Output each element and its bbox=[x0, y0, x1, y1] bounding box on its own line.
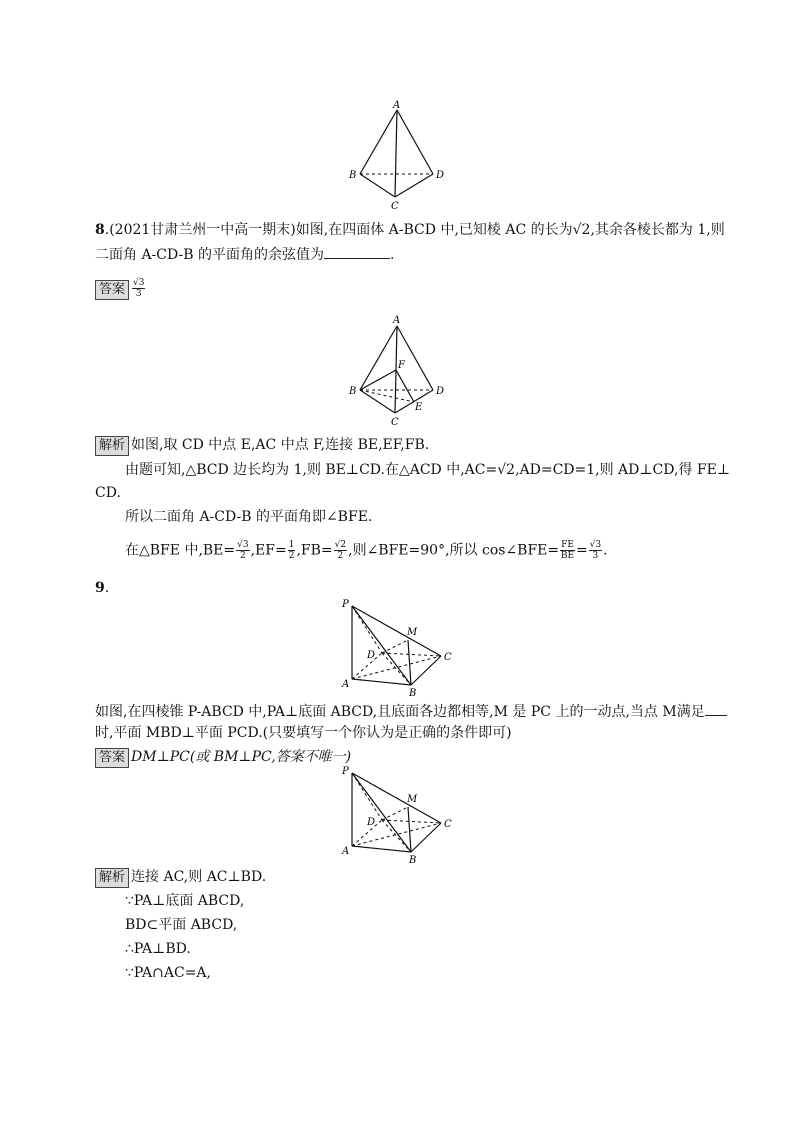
q8-answer-tag: 答案 bbox=[95, 280, 129, 300]
tetrahedron-figure-ef bbox=[340, 312, 460, 432]
fig4-label-a: A bbox=[342, 846, 350, 857]
q8-analysis-line4: 所以二面角 A-CD-B 的平面角即∠BFE. bbox=[125, 509, 373, 525]
q9-analysis-line3: BD⊂平面 ABCD, bbox=[125, 917, 238, 933]
q9-analysis-line4: ∴PA⊥BD. bbox=[125, 941, 191, 957]
frac-cos-num: FE bbox=[561, 540, 574, 550]
q8-analysis-row4 bbox=[125, 507, 735, 527]
q9-line2 bbox=[95, 723, 705, 743]
q8-answer-den: 3 bbox=[135, 289, 142, 299]
fig4-label-b: B bbox=[409, 855, 417, 866]
q8-analysis-line5-b: ,EF= bbox=[250, 542, 287, 559]
q9-analysis-line5: ∵PA∩AC=A, bbox=[125, 965, 211, 981]
q8-line2 bbox=[95, 244, 705, 265]
frac-cos bbox=[560, 540, 575, 561]
q8-line1 bbox=[95, 220, 725, 240]
fig3-label-c: C bbox=[444, 652, 452, 663]
frac-be-num: √3 bbox=[237, 540, 249, 550]
fig1-label-d: D bbox=[436, 170, 445, 181]
fig4-label-c: C bbox=[444, 819, 452, 830]
q8-analysis-line5-e: = bbox=[575, 542, 588, 559]
q8-answer-blank bbox=[324, 244, 390, 259]
fig1-label-a: A bbox=[393, 100, 401, 111]
q8-analysis-line5-a: 在△BFE 中,BE= bbox=[125, 542, 236, 559]
q8-analysis-line5-d: ,则∠BFE=90°,所以 cos∠BFE= bbox=[348, 542, 560, 559]
q9-line1 bbox=[95, 701, 705, 722]
frac-result-num: √3 bbox=[589, 540, 602, 550]
fig2-label-a: A bbox=[393, 315, 401, 326]
frac-be bbox=[236, 540, 249, 561]
fig2-label-c: C bbox=[391, 417, 399, 428]
fig2-label-d: D bbox=[436, 386, 445, 397]
q9-answer-blank bbox=[705, 701, 727, 716]
pyramid-svg bbox=[338, 595, 463, 700]
q8-analysis-line2: 由题可知,△BCD 边长均为 1,则 BE⊥CD.在△ACD 中,AC=√2,AD=CD=1,则 AD⊥CD,得 FE⊥ bbox=[125, 462, 730, 478]
q9-analysis-row1 bbox=[95, 867, 705, 888]
fig1-label-b: B bbox=[349, 170, 357, 181]
q8-analysis-tag: 解析 bbox=[95, 436, 129, 456]
fig2-label-b: B bbox=[349, 386, 357, 397]
q9-analysis-row3 bbox=[125, 915, 735, 935]
fig1-label-c: C bbox=[391, 201, 399, 212]
fig4-label-p: P bbox=[342, 766, 349, 777]
frac-ef-num: 1 bbox=[288, 540, 295, 550]
q8-analysis-line3: CD. bbox=[95, 485, 121, 501]
pyramid-answer-svg bbox=[338, 762, 463, 867]
q8-analysis-row5 bbox=[125, 540, 735, 561]
q8-analysis-line5-c: ,FB= bbox=[296, 542, 333, 559]
q9-answer-text: DM⊥PC(或 BM⊥PC,答案不唯一) bbox=[131, 749, 352, 765]
q9-analysis-tag: 解析 bbox=[95, 868, 129, 888]
q8-text-line2: 二面角 A-CD-B 的平面角的余弦值为 bbox=[95, 247, 324, 263]
q9-text-line1: 如图,在四棱锥 P-ABCD 中,PA⊥底面 ABCD,且底面各边都相等,M 是 PC 上的一动点,当点 M满足 bbox=[95, 704, 705, 720]
frac-result bbox=[589, 540, 602, 561]
frac-cos-den: BE bbox=[560, 551, 575, 561]
frac-be-den: 2 bbox=[240, 551, 246, 561]
frac-fb bbox=[334, 540, 347, 561]
q9-number-suffix: . bbox=[104, 580, 110, 596]
q8-period: . bbox=[389, 247, 395, 263]
q9-analysis-row2 bbox=[125, 891, 735, 911]
q8-answer-fraction bbox=[132, 278, 145, 299]
q8-source: .(2021甘肃兰州一中高一期末) bbox=[104, 222, 296, 238]
fig4-label-d: D bbox=[367, 817, 376, 828]
frac-ef-den: 2 bbox=[288, 551, 295, 561]
frac-result-den: 3 bbox=[592, 551, 599, 561]
q9-analysis-line2: ∵PA⊥底面 ABCD, bbox=[125, 893, 245, 909]
fig4-label-m: M bbox=[407, 794, 418, 805]
tetrahedron-svg bbox=[340, 98, 460, 213]
fig3-label-a: A bbox=[342, 679, 350, 690]
q8-analysis-row2 bbox=[125, 460, 730, 480]
q9-text-line2: 时,平面 MBD⊥平面 PCD.(只要填写一个你认为是正确的条件即可) bbox=[95, 725, 512, 741]
q8-text-line1: 如图,在四面体 A-BCD 中,已知棱 AC 的长为√2,其余各棱长都为 1,则 bbox=[295, 222, 725, 238]
fig3-label-b: B bbox=[409, 688, 417, 699]
q8-analysis-row1 bbox=[95, 435, 705, 456]
q9-answer-tag: 答案 bbox=[95, 748, 129, 768]
q8-analysis-row3 bbox=[95, 483, 705, 503]
q9-analysis-row4 bbox=[125, 939, 735, 959]
q8-answer-num: √3 bbox=[133, 278, 145, 288]
fig3-label-d: D bbox=[367, 650, 376, 661]
tetrahedron-figure-top bbox=[340, 98, 460, 213]
fig3-label-p: P bbox=[342, 599, 349, 610]
frac-ef bbox=[288, 540, 296, 561]
q8-analysis-line1: 如图,取 CD 中点 E,AC 中点 F,连接 BE,EF,FB. bbox=[131, 437, 430, 453]
q8-number: 8 bbox=[95, 222, 105, 238]
pyramid-figure-question bbox=[338, 595, 463, 700]
q9-number: 9 bbox=[95, 580, 105, 596]
q8-analysis-line5-f: . bbox=[603, 542, 608, 559]
fig2-label-e: E bbox=[415, 402, 423, 413]
fig3-label-m: M bbox=[407, 627, 418, 638]
pyramid-figure-answer bbox=[338, 762, 463, 867]
frac-fb-den: 2 bbox=[337, 551, 344, 561]
q9-analysis-line1: 连接 AC,则 AC⊥BD. bbox=[131, 869, 267, 885]
q8-answer-row bbox=[95, 278, 705, 300]
fig2-label-f: F bbox=[398, 360, 405, 371]
tetrahedron-ef-svg bbox=[340, 312, 460, 432]
q9-analysis-row5 bbox=[125, 963, 735, 983]
frac-fb-num: √2 bbox=[334, 540, 347, 550]
